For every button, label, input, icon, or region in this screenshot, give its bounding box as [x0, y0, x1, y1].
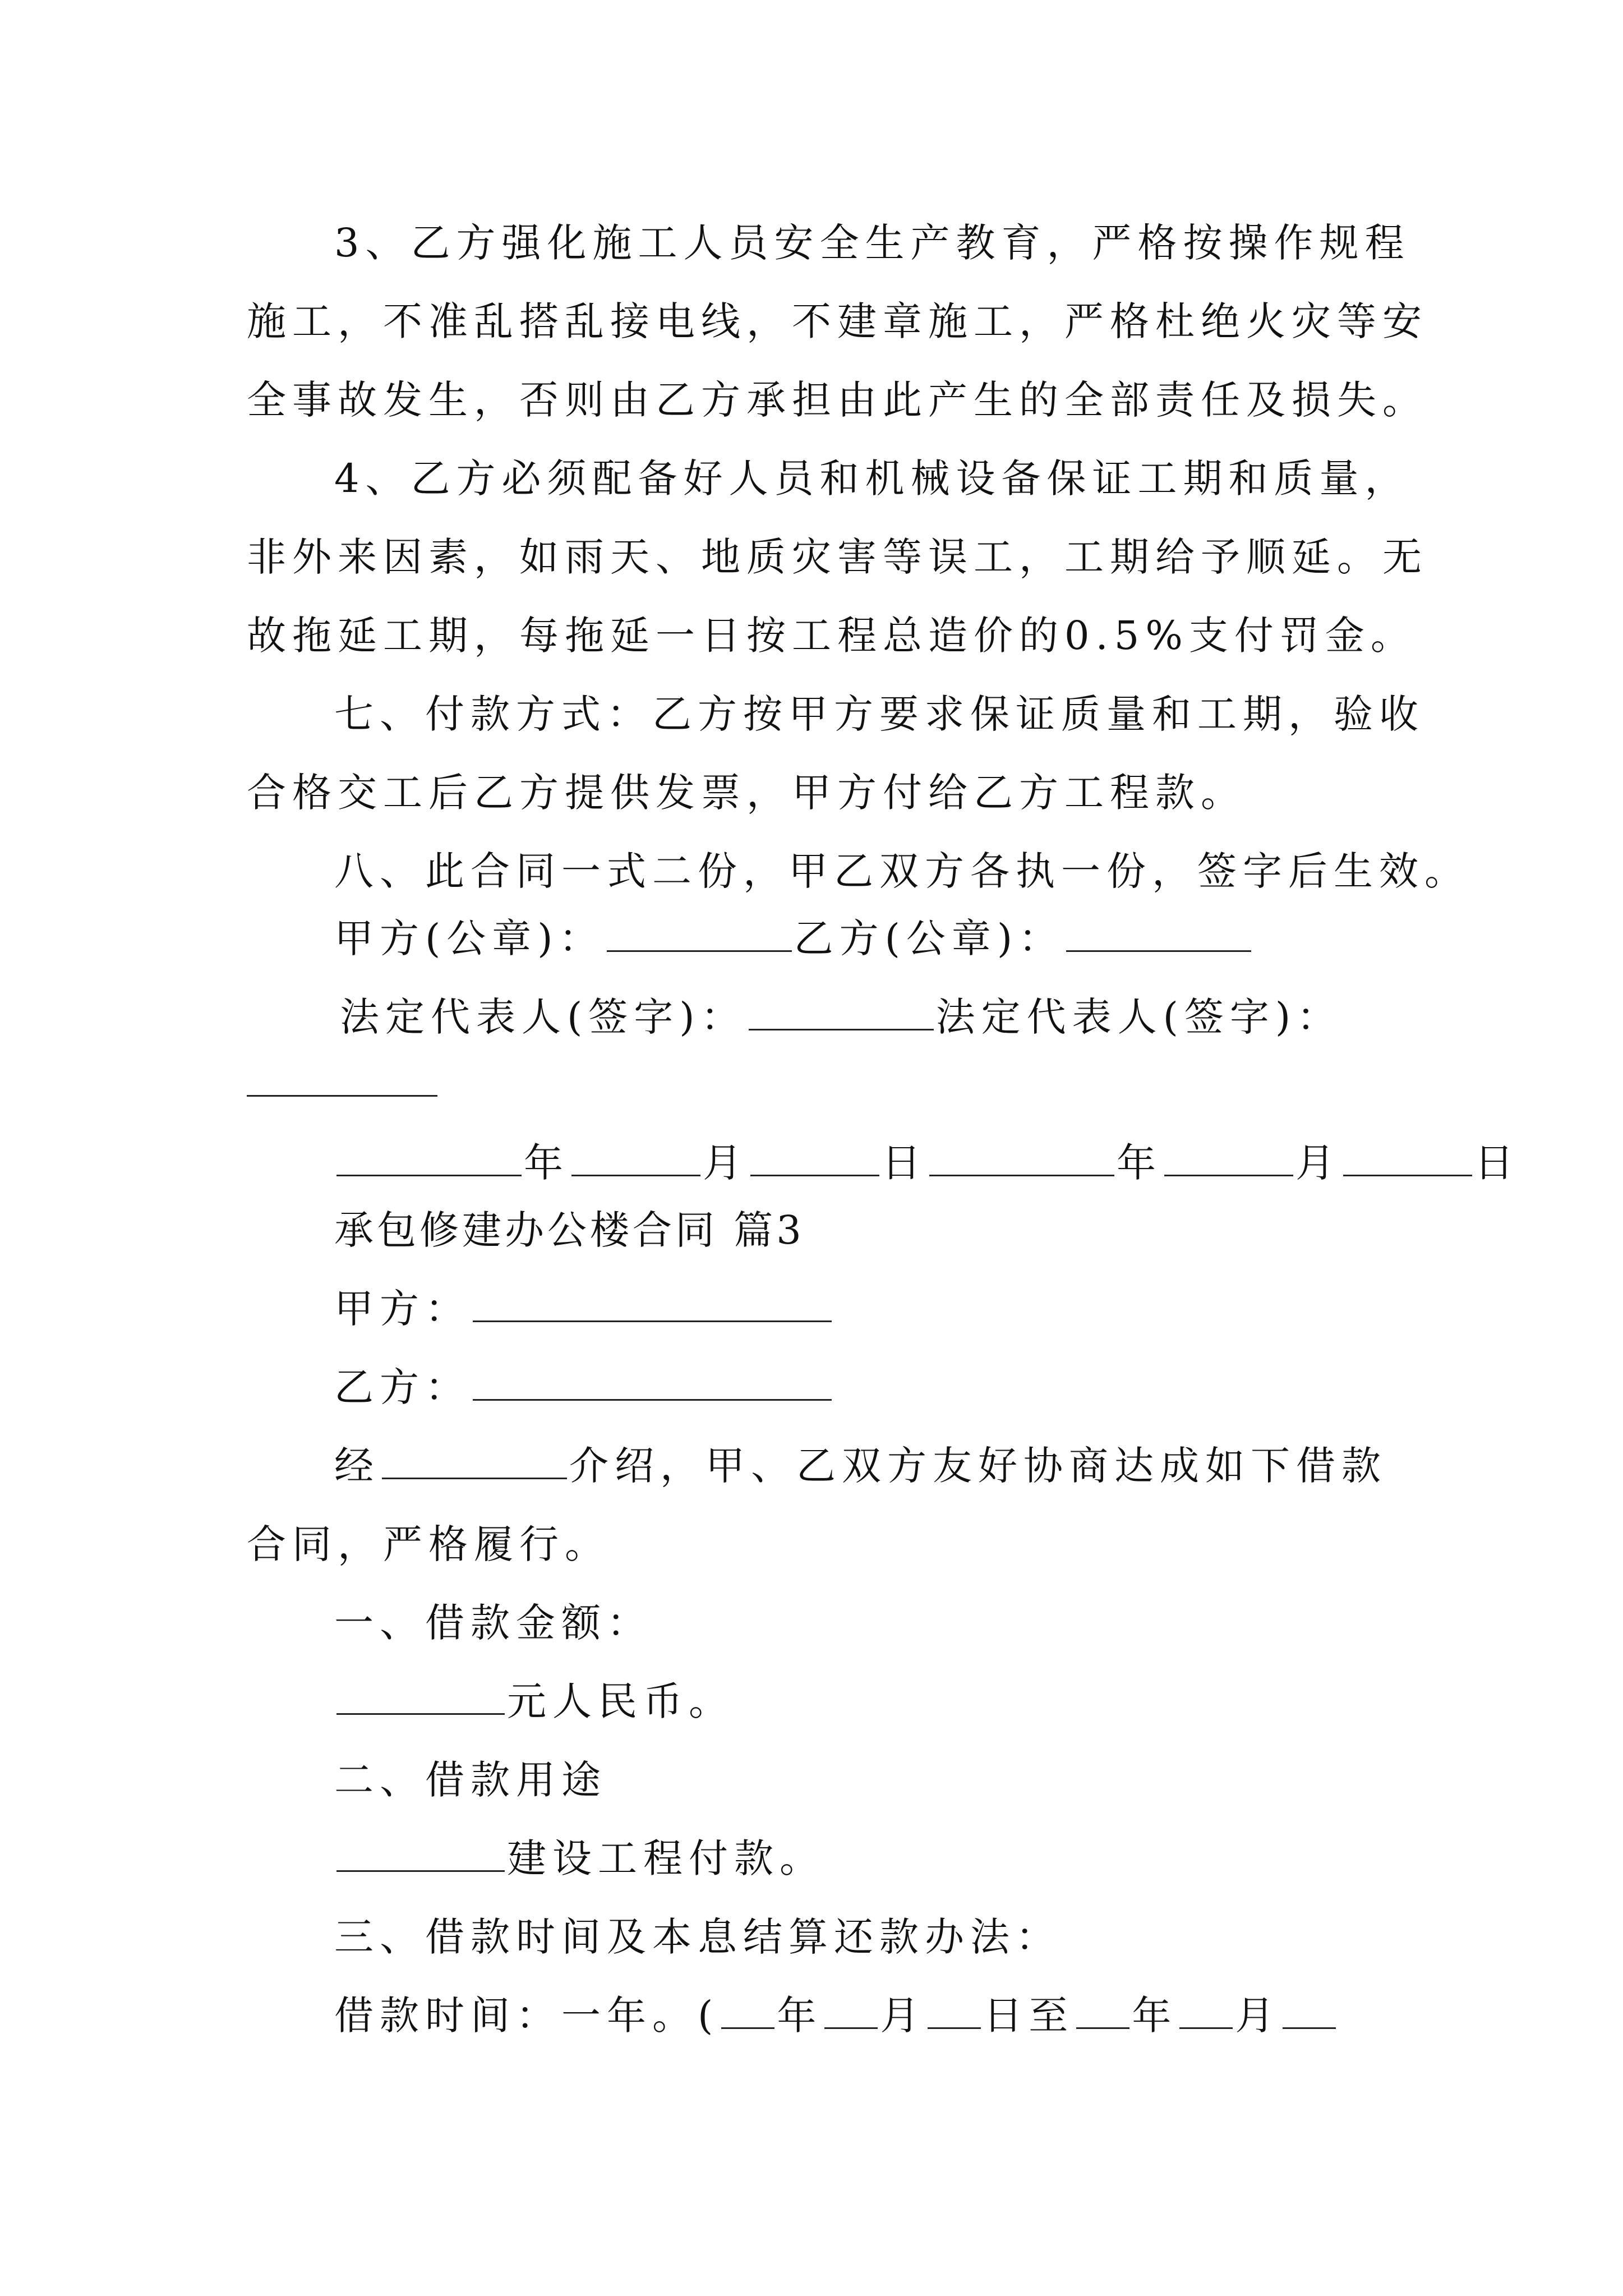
introducer-blank[interactable]	[382, 1446, 567, 1479]
representative-line	[340, 992, 1342, 1042]
date-b-month: 月	[1295, 1140, 1341, 1186]
intro-line-2: 合同，严格履行。	[247, 1521, 610, 1567]
loan-from-month-blank[interactable]	[824, 1996, 878, 2029]
date-a-month: 月	[703, 1140, 748, 1186]
date-b-year: 年	[1117, 1140, 1162, 1186]
clause-4-line-3: 故拖延工期，每拖延一日按工程总造价的0.5%支付罚金。	[247, 613, 1416, 659]
loan-from-month: 月	[880, 1993, 926, 2039]
rep-a-signature-blank[interactable]	[749, 997, 934, 1030]
clause-3-line-2: 施工，不准乱搭乱接电线，不建章施工，严格杜绝火灾等安	[247, 298, 1428, 344]
loan-from-day: 日至	[983, 1993, 1075, 2039]
loan-from-year-blank[interactable]	[721, 1996, 774, 2029]
loan-to-month-blank[interactable]	[1179, 1996, 1233, 2029]
loan-to-year-blank[interactable]	[1076, 1996, 1129, 2029]
loan-amount-blank[interactable]	[336, 1682, 505, 1715]
item-1-value: 元人民币。	[507, 1678, 734, 1724]
loan-to-day-blank[interactable]	[1283, 1996, 1336, 2029]
party-a-seal-blank[interactable]	[607, 919, 792, 952]
date-b-day: 日	[1474, 1140, 1520, 1186]
party-b-seal-blank[interactable]	[1066, 919, 1251, 952]
clause-3-line-1: 3、乙方强化施工人员安全生产教育，严格按操作规程	[334, 220, 1410, 266]
party-a-line	[334, 1283, 834, 1334]
party-b-seal-label: 乙方(公章)：	[794, 915, 1064, 961]
loan-to-year: 年	[1132, 1993, 1178, 2039]
rep-b-label: 法定代表人(签字)：	[935, 994, 1343, 1040]
party-b-label: 乙方：	[334, 1364, 471, 1410]
party-a-seal-label: 甲方(公章)：	[334, 915, 605, 961]
intro-prefix: 经	[334, 1443, 380, 1489]
date-a-day: 日	[882, 1140, 927, 1186]
item-1-value-line	[334, 1676, 734, 1727]
item-1-title: 一、借款金额：	[334, 1600, 652, 1646]
date-line	[334, 1138, 1520, 1188]
section-title: 承包修建办公楼合同 篇3	[334, 1207, 805, 1253]
loan-to-month: 月	[1235, 1993, 1281, 2039]
party-b-blank[interactable]	[473, 1368, 832, 1401]
loan-from-year: 年	[777, 1993, 823, 2039]
loan-time-line	[334, 1990, 1338, 2041]
item-2-title: 二、借款用途	[334, 1757, 607, 1803]
date-a-day-blank[interactable]	[750, 1143, 879, 1176]
date-b-month-blank[interactable]	[1164, 1143, 1293, 1176]
loan-from-day-blank[interactable]	[928, 1996, 981, 2029]
clause-4-line-2: 非外来因素，如雨天、地质灾害等误工，工期给予顺延。无	[247, 534, 1428, 580]
party-a-blank[interactable]	[473, 1289, 832, 1322]
loan-purpose-blank[interactable]	[336, 1839, 505, 1872]
intro-suffix: 介绍，甲、乙双方友好协商达成如下借款	[569, 1443, 1387, 1489]
item-2-value-line	[334, 1833, 825, 1884]
intro-line-1	[334, 1441, 1387, 1491]
clause-4-line-1: 4、乙方必须配备好人员和机械设备保证工期和质量，	[334, 455, 1410, 501]
payment-clause-line-2: 合格交工后乙方提供发票，甲方付给乙方工程款。	[247, 770, 1246, 816]
item-2-value: 建设工程付款。	[507, 1835, 825, 1881]
rep-a-label: 法定代表人(签字)：	[340, 994, 746, 1040]
date-a-year: 年	[524, 1140, 569, 1186]
payment-clause-line-1: 七、付款方式：乙方按甲方要求保证质量和工期，验收	[334, 691, 1424, 737]
date-a-month-blank[interactable]	[571, 1143, 700, 1176]
item-3-title: 三、借款时间及本息结算还款办法：	[334, 1914, 1061, 1960]
date-b-day-blank[interactable]	[1343, 1143, 1472, 1176]
date-b-year-blank[interactable]	[929, 1143, 1114, 1176]
copies-clause: 八、此合同一式二份，甲乙双方各执一份，签字后生效。	[334, 848, 1470, 894]
party-b-line	[334, 1362, 834, 1412]
date-a-year-blank[interactable]	[336, 1143, 522, 1176]
clause-3-line-3: 全事故发生，否则由乙方承担由此产生的全部责任及损失。	[247, 377, 1428, 423]
rep-b-signature-blank[interactable]	[247, 1089, 437, 1097]
seal-line	[334, 913, 1253, 964]
loan-time-prefix: 借款时间：一年。(	[334, 1993, 720, 2039]
party-a-label: 甲方：	[334, 1286, 471, 1332]
